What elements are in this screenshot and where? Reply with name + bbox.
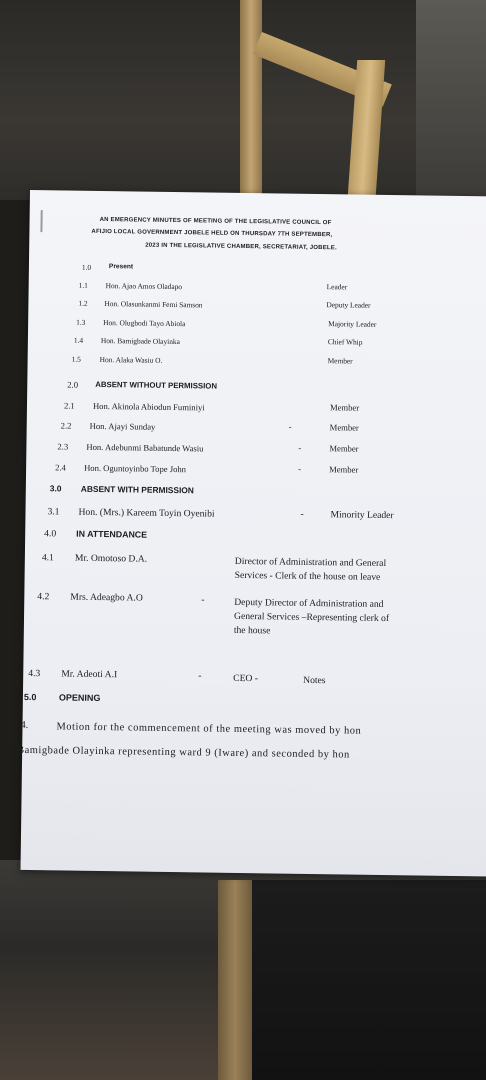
member-role: Member [329, 422, 359, 433]
member-role: Majority Leader [328, 319, 377, 329]
heading-line-3: 2023 IN THE LEGISLATIVE CHAMBER, SECRETARIAT, JOBELE. [145, 242, 337, 252]
member-name: Hon. Adebunmi Babatunde Wasiu [86, 441, 204, 454]
opening-paragraph-line-1: Motion for the commencement of the meeting was moved by hon [56, 721, 362, 737]
member-role: Leader [326, 282, 348, 292]
member-name: Hon. Alaka Wasiu O. [99, 354, 163, 365]
attendee-notes: Notes [303, 674, 326, 687]
member-name: Hon. Oguntoyinbo Tope John [84, 462, 187, 475]
attendee-role: the house [233, 624, 271, 637]
member-role: Minority Leader [330, 509, 394, 522]
item-number: 4.1 [41, 552, 54, 564]
member-role: Deputy Leader [326, 300, 371, 310]
attendee-name: Mr. Adeoti A.I [61, 668, 118, 681]
margin-mark [40, 210, 42, 232]
attendee-name: Mr. Omotoso D.A. [74, 552, 148, 565]
section-title-opening: OPENING [58, 692, 101, 704]
member-name: Hon. (Mrs.) Kareem Toyin Oyenibi [78, 506, 215, 520]
wooden-frame-bottom [218, 880, 252, 1080]
member-role: Chief Whip [327, 337, 363, 347]
item-number: 1.1 [78, 280, 88, 290]
member-role: Member [327, 356, 353, 366]
section-title-attendance: IN ATTENDANCE [76, 528, 148, 540]
member-name: Hon. Ajayi Sunday [89, 420, 156, 432]
item-number: 4.3 [28, 668, 41, 680]
dark-panel [252, 880, 486, 1080]
member-name: Hon. Olugbodi Tayo Abiola [103, 318, 186, 329]
item-number: 2.1 [63, 400, 75, 411]
item-number: 1.4 [73, 335, 84, 345]
heading-line-2: AFIJIO LOCAL GOVERNMENT JOBELE HELD ON THURSDAY 7TH SEPTEMBER, [91, 228, 333, 239]
member-name: Hon. Olasunkanmi Femi Samson [104, 299, 203, 310]
dash: - [298, 442, 302, 453]
section-number: 1.0 [81, 262, 92, 272]
section-title-absent-with: ABSENT WITH PERMISSION [80, 483, 194, 496]
item-number: 3.1 [47, 506, 60, 518]
section-title-absent-without: ABSENT WITHOUT PERMISSION [95, 379, 218, 391]
attendee-role: Deputy Director of Administration and [234, 596, 384, 610]
item-number: 1.3 [76, 317, 86, 327]
dash: - [300, 508, 304, 520]
section-number: 4.0 [44, 528, 57, 540]
background-wall [416, 0, 486, 200]
member-name: Hon. Bamigbade Olayinka [100, 336, 180, 347]
wooden-frame-post [240, 0, 262, 195]
section-title-present: Present [108, 263, 134, 271]
attendee-role: Services - Clerk of the house on leave [234, 569, 381, 583]
member-role: Member [329, 464, 359, 475]
dash: - [198, 670, 202, 682]
item-number: 4.2 [37, 591, 50, 603]
item-number: 1.2 [78, 298, 88, 308]
dash: - [288, 421, 292, 432]
section-number: 3.0 [49, 483, 62, 494]
heading-line-1: AN EMERGENCY MINUTES OF MEETING OF THE LEGISLATIVE COUNCIL OF [99, 216, 332, 227]
attendee-role: CEO - [233, 672, 259, 685]
member-role: Member [329, 402, 360, 413]
member-role: Member [329, 443, 359, 454]
item-number: 2.2 [60, 420, 72, 431]
paragraph-number: 4. [20, 719, 29, 732]
attendee-name: Mrs. Adeagbo A.O [70, 591, 143, 604]
dash: - [201, 594, 205, 606]
item-number: 2.3 [57, 441, 69, 452]
minutes-document [17, 190, 486, 876]
item-number: 1.5 [71, 354, 81, 364]
section-number: 2.0 [67, 379, 79, 390]
dash: - [298, 463, 302, 474]
section-number: 5.0 [23, 691, 37, 703]
opening-paragraph-line-2: Bamigbade Olayinka representing ward 9 (Iware) and seconded by hon [17, 744, 350, 761]
item-number: 2.4 [55, 462, 66, 473]
attendee-role: Director of Administration and General [234, 555, 387, 570]
attendee-role: General Services –Representing clerk of [233, 610, 390, 625]
member-name: Hon. Akinola Abiodun Fuminiyi [92, 400, 205, 413]
member-name: Hon. Ajao Amos Oladapo [105, 281, 183, 292]
